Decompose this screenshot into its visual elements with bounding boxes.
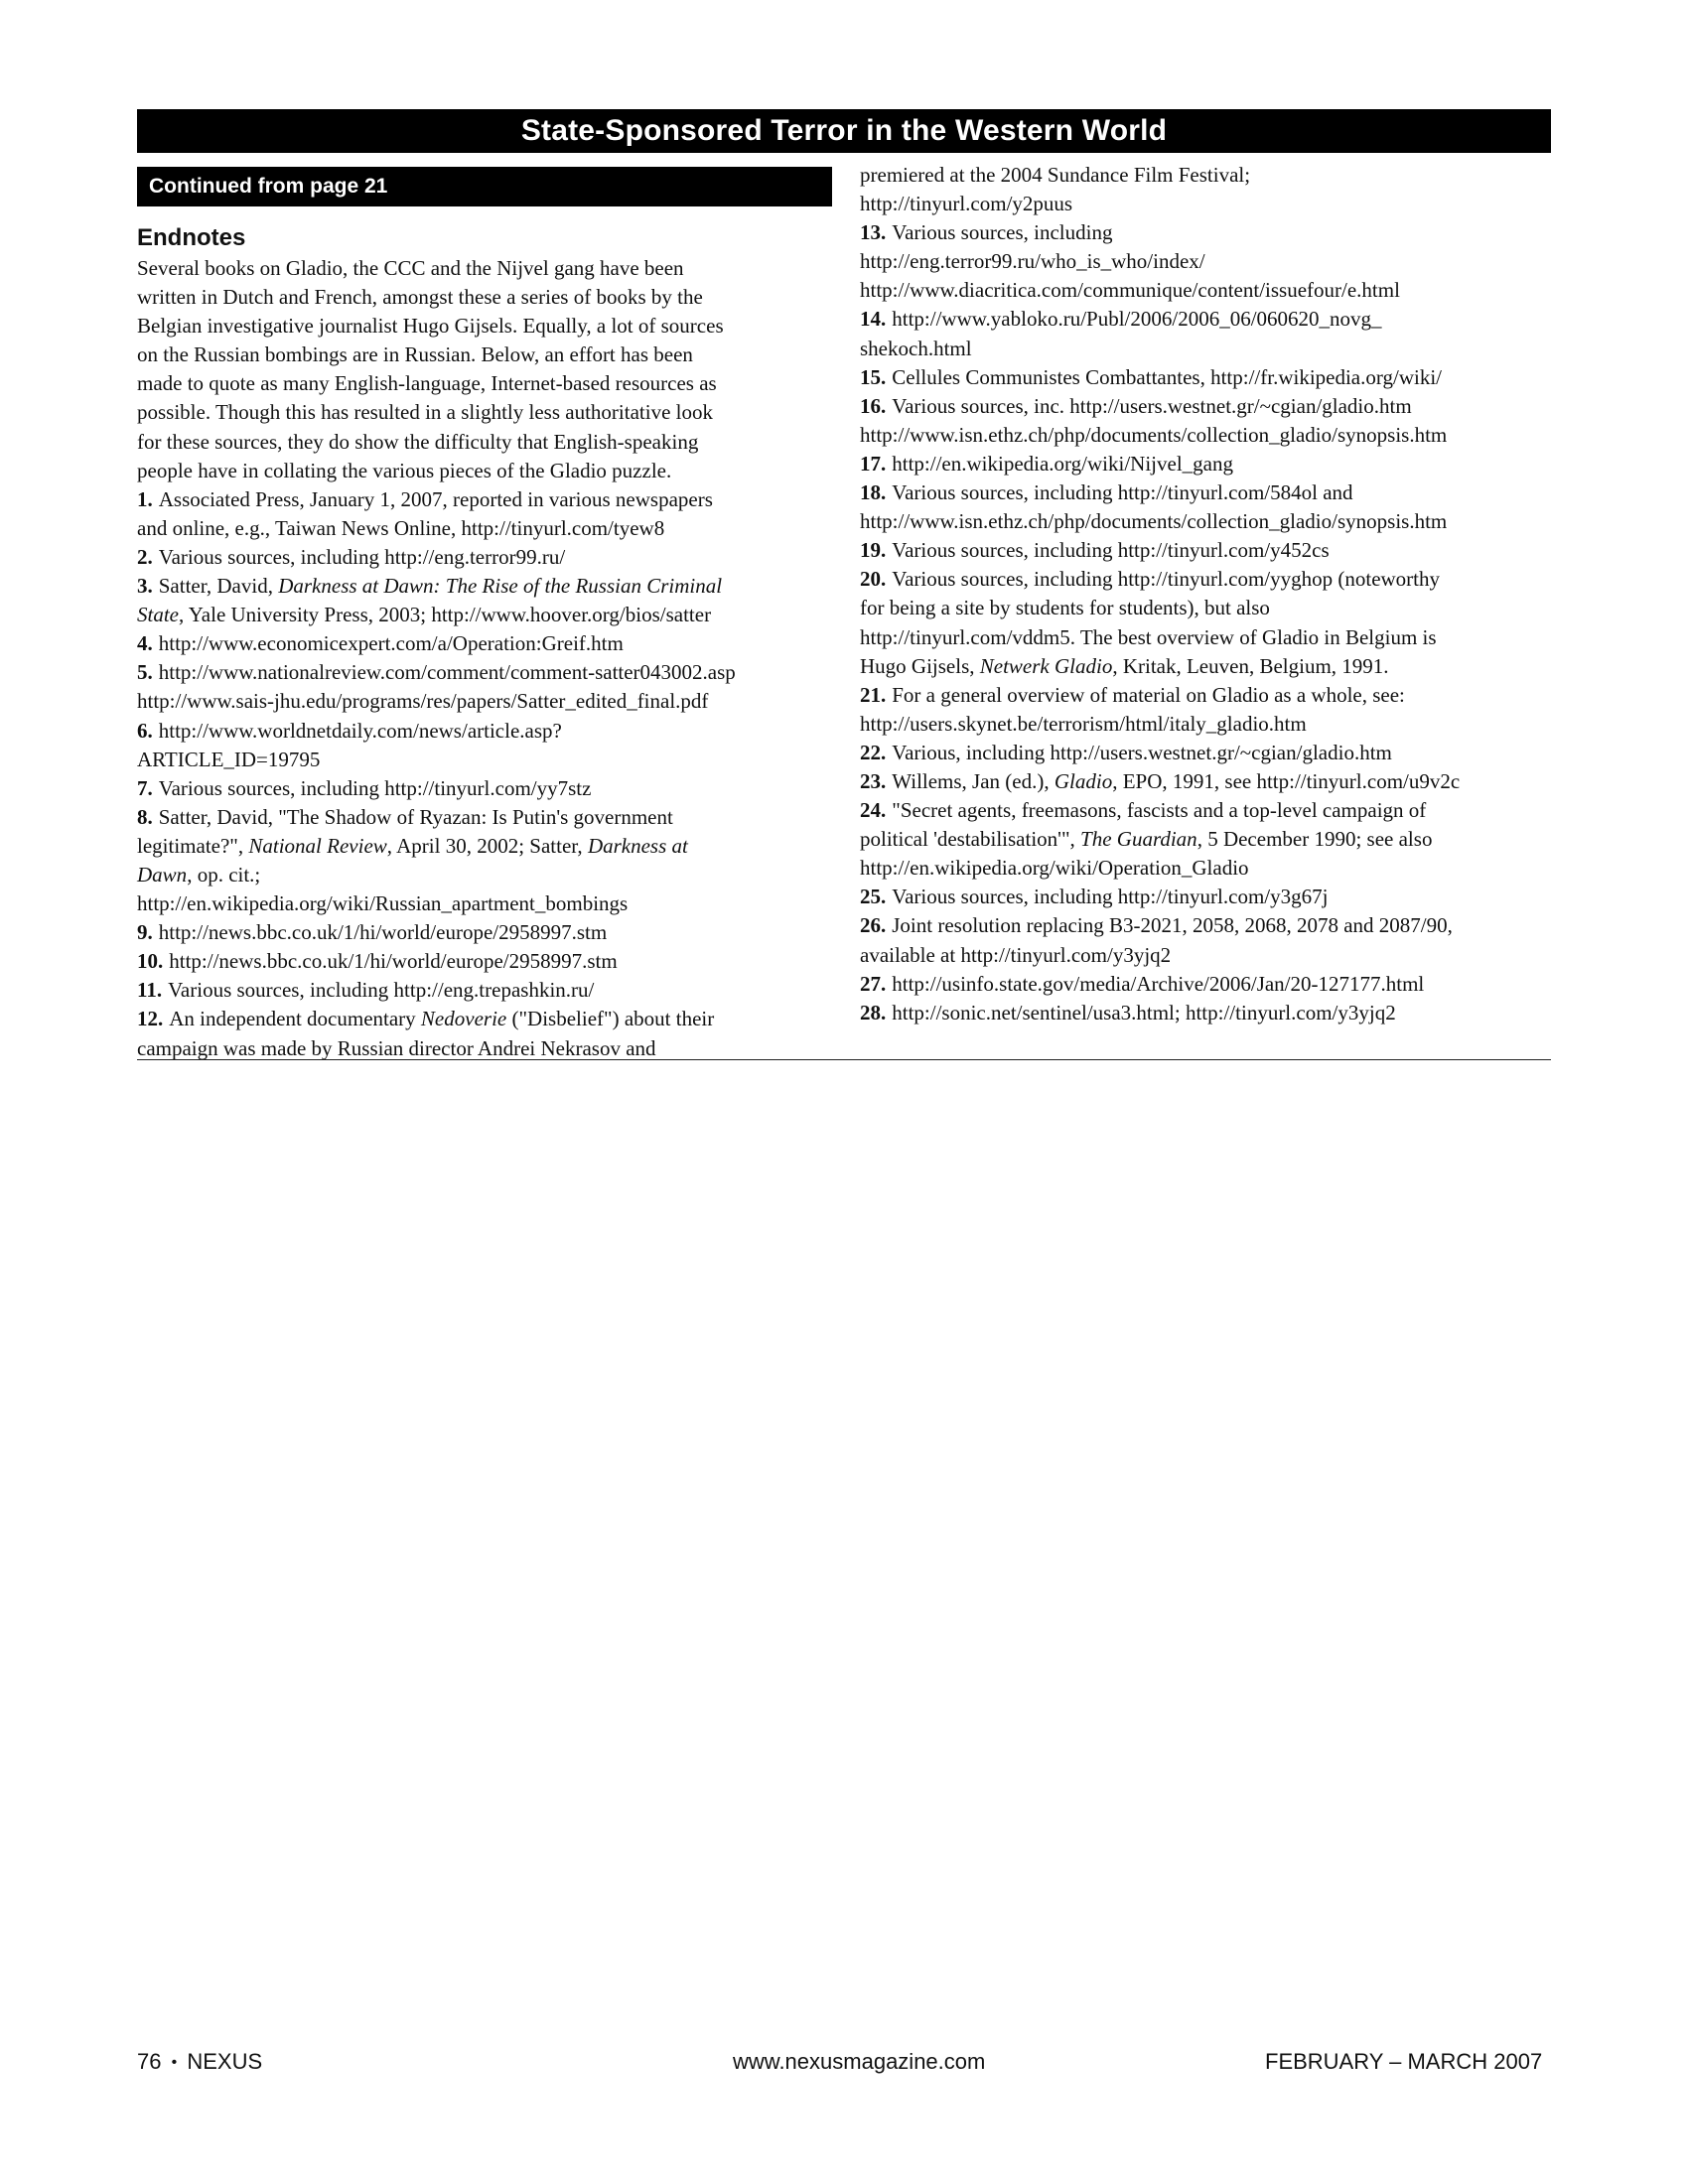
endnote-text: http://www.economicexpert.com/a/Operation:Greif.htm bbox=[158, 631, 624, 656]
endnote-20 bbox=[860, 565, 1555, 680]
endnote-text: Various, including http://users.westnet.gr/~cgian/gladio.htm bbox=[892, 740, 1392, 764]
endnote-number: 20. bbox=[860, 567, 887, 592]
endnote-number: 8. bbox=[137, 804, 153, 829]
endnote-4 bbox=[137, 629, 832, 658]
continued-banner: Continued from page 21 bbox=[137, 167, 832, 206]
endnote-8 bbox=[137, 803, 832, 918]
endnote-text: Various sources, inc. http://users.westnet.gr/~cgian/gladio.htm bbox=[892, 393, 1412, 418]
endnote-23 bbox=[860, 767, 1555, 796]
endnote-text: ARTICLE_ID=19795 bbox=[137, 747, 321, 771]
endnote-text: , EPO, 1991, see http://tinyurl.com/u9v2c bbox=[1112, 768, 1461, 793]
intro-line: possible. Though this has resulted in a slightly less authoritative look bbox=[137, 400, 713, 425]
book-title: Netwerk Gladio bbox=[979, 653, 1113, 678]
endnote-11 bbox=[137, 976, 832, 1005]
endnote-text: http://tinyurl.com/vddm5. The best overview of Gladio in Belgium is bbox=[860, 624, 1437, 649]
footer-issue-date: FEBRUARY – MARCH 2007 bbox=[1265, 2049, 1543, 2074]
endnote-text: http://www.isn.ethz.ch/php/documents/collection_gladio/synopsis.htm bbox=[860, 422, 1448, 447]
endnote-text: http://sonic.net/sentinel/usa3.html; http://tinyurl.com/y3yjq2 bbox=[892, 1000, 1396, 1024]
right-column bbox=[860, 161, 1555, 1027]
endnote-10 bbox=[137, 947, 832, 976]
endnote-text: Various sources, including http://tinyurl.com/yy7stz bbox=[158, 775, 592, 800]
left-column bbox=[137, 161, 832, 1063]
endnote-24 bbox=[860, 796, 1555, 883]
endnote-number: 17. bbox=[860, 451, 887, 476]
intro-line: on the Russian bombings are in Russian. Below, an effort has been bbox=[137, 342, 693, 367]
endnote-number: 26. bbox=[860, 913, 887, 938]
endnote-text: ("Disbelief") about their bbox=[506, 1007, 715, 1031]
endnote-text: Various sources, including http://eng.terror99.ru/ bbox=[158, 544, 566, 569]
endnote-text: , Kritak, Leuven, Belgium, 1991. bbox=[1112, 653, 1389, 678]
endnote-text: political 'destabilisation'", bbox=[860, 827, 1081, 852]
endnotes-heading: Endnotes bbox=[137, 224, 246, 251]
footer-page-info bbox=[137, 2048, 262, 2077]
endnote-12 bbox=[137, 1005, 832, 1062]
endnote-number: 28. bbox=[860, 1000, 887, 1024]
endnote-text: http://usinfo.state.gov/media/Archive/2006/Jan/20-127177.html bbox=[892, 971, 1425, 996]
endnote-text: Willems, Jan (ed.), bbox=[892, 768, 1055, 793]
footer-website: www.nexusmagazine.com bbox=[733, 2049, 986, 2074]
endnote-text: http://en.wikipedia.org/wiki/Russian_apartment_bombings bbox=[137, 891, 629, 916]
intro-paragraph bbox=[137, 254, 832, 485]
endnote-text: Satter, David, "The Shadow of Ryazan: Is Putin's government bbox=[158, 804, 673, 829]
endnote-number: 10. bbox=[137, 949, 164, 974]
endnote-text: premiered at the 2004 Sundance Film Festival; bbox=[860, 163, 1251, 187]
endnote-number: 11. bbox=[137, 978, 163, 1003]
endnote-text: Cellules Communistes Combattantes, http://fr.wikipedia.org/wiki/ bbox=[892, 364, 1442, 389]
endnote-text: Various sources, including http://tinyurl.com/y3g67j bbox=[892, 885, 1329, 909]
endnote-text: http://en.wikipedia.org/wiki/Nijvel_gang bbox=[892, 451, 1233, 476]
endnote-text: http://tinyurl.com/y2puus bbox=[860, 192, 1073, 216]
endnote-text: http://www.yabloko.ru/Publ/2006/2006_06/060620_novg_ bbox=[892, 307, 1382, 332]
endnote-text: , 5 December 1990; see also bbox=[1196, 827, 1433, 852]
endnote-text: For a general overview of material on Gladio as a whole, see: bbox=[892, 682, 1405, 707]
endnote-text: http://www.nationalreview.com/comment/comment-satter043002.asp bbox=[158, 660, 736, 685]
endnote-15 bbox=[860, 363, 1555, 392]
endnote-text: http://www.isn.ethz.ch/php/documents/collection_gladio/synopsis.htm bbox=[860, 509, 1448, 534]
intro-line: people have in collating the various pieces of the Gladio puzzle. bbox=[137, 458, 672, 482]
book-title: Gladio bbox=[1054, 768, 1113, 793]
endnote-17 bbox=[860, 450, 1555, 478]
endnote-13 bbox=[860, 218, 1555, 305]
endnote-5 bbox=[137, 658, 832, 716]
publication-title: The Guardian bbox=[1080, 827, 1197, 852]
endnote-text: for being a site by students for students), but also bbox=[860, 596, 1270, 620]
endnote-text: campaign was made by Russian director Andrei Nekrasov and bbox=[137, 1035, 656, 1060]
endnote-text: Various sources, including http://eng.trepashkin.ru/ bbox=[168, 978, 595, 1003]
magazine-name: NEXUS bbox=[187, 2049, 263, 2074]
book-title: Dawn bbox=[137, 862, 188, 887]
endnote-text: , Yale University Press, 2003; http://www.hoover.org/bios/satter bbox=[179, 603, 712, 627]
endnote-text: Satter, David, bbox=[158, 574, 279, 599]
endnote-number: 6. bbox=[137, 718, 153, 743]
endnote-2 bbox=[137, 543, 832, 572]
endnote-7 bbox=[137, 774, 832, 803]
endnote-21 bbox=[860, 681, 1555, 739]
endnote-text: http://users.skynet.be/terrorism/html/italy_gladio.htm bbox=[860, 711, 1307, 736]
publication-title: National Review bbox=[248, 833, 387, 858]
book-title: Darkness at bbox=[587, 833, 688, 858]
endnote-number: 7. bbox=[137, 775, 153, 800]
endnote-text: Various sources, including bbox=[892, 220, 1113, 245]
endnote-number: 21. bbox=[860, 682, 887, 707]
endnote-6 bbox=[137, 717, 832, 774]
endnote-number: 9. bbox=[137, 920, 153, 945]
endnote-number: 15. bbox=[860, 364, 887, 389]
endnote-text: http://www.sais-jhu.edu/programs/res/papers/Satter_edited_final.pdf bbox=[137, 689, 709, 714]
endnote-number: 19. bbox=[860, 538, 887, 563]
endnote-9 bbox=[137, 918, 832, 947]
intro-line: for these sources, they do show the difficulty that English-speaking bbox=[137, 429, 699, 454]
endnote-number: 4. bbox=[137, 631, 153, 656]
endnote-text: and online, e.g., Taiwan News Online, http://tinyurl.com/tyew8 bbox=[137, 515, 665, 540]
endnote-26 bbox=[860, 911, 1555, 969]
endnote-3 bbox=[137, 572, 832, 629]
endnote-text: http://www.worldnetdaily.com/news/article.asp? bbox=[158, 718, 562, 743]
endnote-text: Various sources, including http://tinyurl.com/yyghop (noteworthy bbox=[892, 567, 1441, 592]
intro-line: Several books on Gladio, the CCC and the Nijvel gang have been bbox=[137, 256, 684, 280]
endnote-text: An independent documentary bbox=[169, 1007, 421, 1031]
endnote-text: http://eng.terror99.ru/who_is_who/index/ bbox=[860, 249, 1205, 274]
endnote-27 bbox=[860, 970, 1555, 999]
endnote-number: 23. bbox=[860, 768, 887, 793]
endnote-text: Associated Press, January 1, 2007, reported in various newspapers bbox=[158, 486, 713, 511]
endnote-number: 27. bbox=[860, 971, 887, 996]
endnote-1 bbox=[137, 485, 832, 543]
bullet-icon: • bbox=[171, 2054, 178, 2071]
book-title: Darkness at Dawn: The Rise of the Russian Criminal bbox=[278, 574, 723, 599]
endnote-text: http://news.bbc.co.uk/1/hi/world/europe/2958997.stm bbox=[169, 949, 618, 974]
endnote-text: legitimate?", bbox=[137, 833, 249, 858]
intro-line: Belgian investigative journalist Hugo Gijsels. Equally, a lot of sources bbox=[137, 314, 724, 339]
endnote-18 bbox=[860, 478, 1555, 536]
endnote-number: 24. bbox=[860, 798, 887, 823]
endnote-number: 12. bbox=[137, 1007, 164, 1031]
bottom-divider bbox=[137, 1059, 1551, 1060]
endnote-text: Various sources, including http://tinyurl.com/584ol and bbox=[892, 480, 1353, 505]
endnote-16 bbox=[860, 392, 1555, 450]
endnote-25 bbox=[860, 883, 1555, 911]
page-title: State-Sponsored Terror in the Western World bbox=[137, 109, 1551, 153]
endnote-22 bbox=[860, 739, 1555, 767]
endnote-text: http://www.diacritica.com/communique/content/issuefour/e.html bbox=[860, 278, 1400, 303]
endnote-number: 18. bbox=[860, 480, 887, 505]
endnote-number: 1. bbox=[137, 486, 153, 511]
endnote-text: Hugo Gijsels, bbox=[860, 653, 980, 678]
endnote-12-continued bbox=[860, 161, 1555, 218]
endnote-28 bbox=[860, 999, 1555, 1027]
endnote-number: 22. bbox=[860, 740, 887, 764]
endnote-14 bbox=[860, 305, 1555, 362]
endnote-number: 16. bbox=[860, 393, 887, 418]
endnote-text: available at http://tinyurl.com/y3yjq2 bbox=[860, 942, 1172, 967]
endnote-number: 25. bbox=[860, 885, 887, 909]
intro-line: written in Dutch and French, amongst these a series of books by the bbox=[137, 285, 703, 310]
endnote-number: 3. bbox=[137, 574, 153, 599]
endnote-number: 13. bbox=[860, 220, 887, 245]
film-title: Nedoverie bbox=[420, 1007, 507, 1031]
book-title: State bbox=[137, 603, 179, 627]
endnote-text: "Secret agents, freemasons, fascists and a top-level campaign of bbox=[892, 798, 1427, 823]
endnote-text: http://news.bbc.co.uk/1/hi/world/europe/2958997.stm bbox=[158, 920, 608, 945]
endnote-text: Various sources, including http://tinyurl.com/y452cs bbox=[892, 538, 1330, 563]
endnote-number: 14. bbox=[860, 307, 887, 332]
endnote-text: shekoch.html bbox=[860, 336, 972, 360]
endnote-19 bbox=[860, 536, 1555, 565]
endnote-number: 5. bbox=[137, 660, 153, 685]
endnote-number: 2. bbox=[137, 544, 153, 569]
endnote-text: , op. cit.; bbox=[187, 862, 261, 887]
endnote-text: Joint resolution replacing B3-2021, 2058, 2068, 2078 and 2087/90, bbox=[892, 913, 1453, 938]
endnote-text: , April 30, 2002; Satter, bbox=[386, 833, 588, 858]
intro-line: made to quote as many English-language, Internet-based resources as bbox=[137, 371, 717, 396]
page-number: 76 bbox=[137, 2049, 162, 2074]
endnote-text: http://en.wikipedia.org/wiki/Operation_Gladio bbox=[860, 856, 1249, 881]
